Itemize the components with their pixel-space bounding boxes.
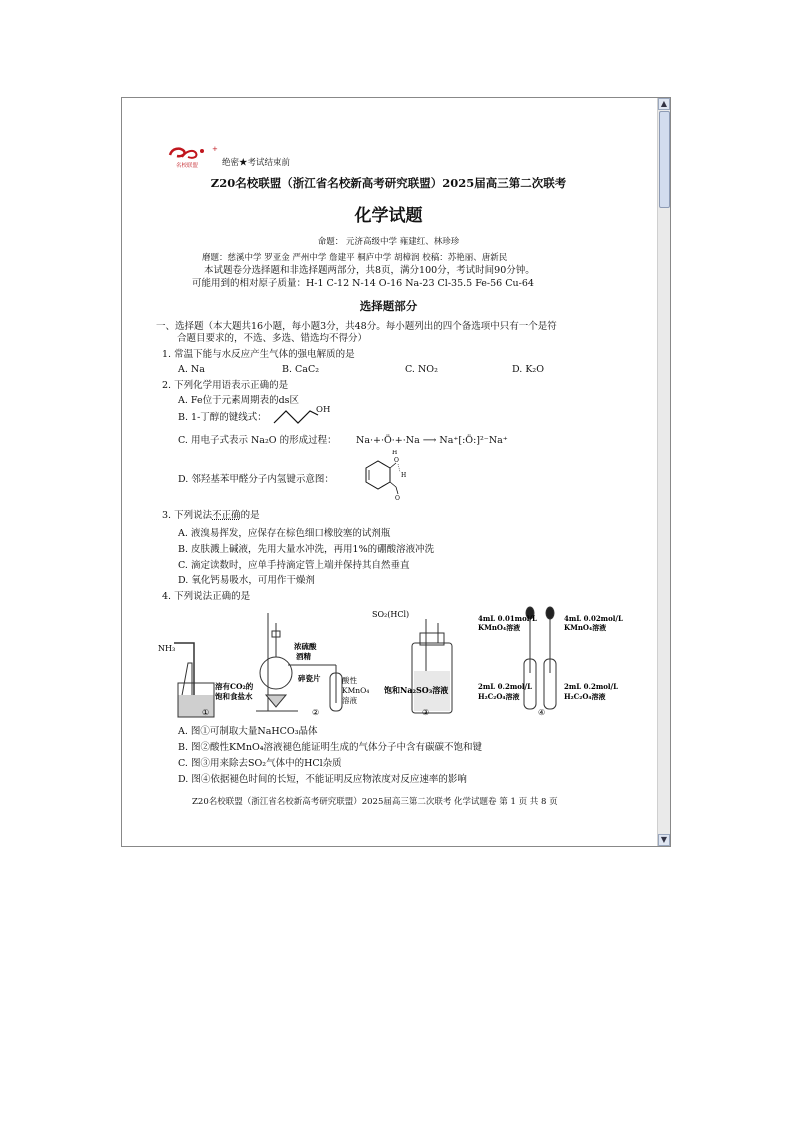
q4-option-a: A. 图①可制取大量NaHCO₃晶体 xyxy=(178,726,318,737)
svg-text:4mL 0.02mol/L: 4mL 0.02mol/L xyxy=(564,614,623,623)
svg-text:O: O xyxy=(394,457,399,464)
q3-option-c: C. 滴定读数时，应单手持滴定管上端并保持其自然垂直 xyxy=(178,560,410,571)
scroll-up-icon[interactable]: ▲ xyxy=(658,98,670,110)
svg-text:④: ④ xyxy=(538,708,546,717)
svg-text:③: ③ xyxy=(422,708,430,717)
svg-text:名校联盟: 名校联盟 xyxy=(176,163,199,169)
school-logo xyxy=(166,145,218,169)
q1-option-d: D. K₂O xyxy=(512,364,545,375)
svg-text:2mL 0.2mol/L: 2mL 0.2mol/L xyxy=(564,682,619,691)
svg-text:2mL 0.2mol/L: 2mL 0.2mol/L xyxy=(478,682,533,691)
q1-option-a: A. Na xyxy=(178,364,205,375)
svg-text:H₂C₂O₄溶液: H₂C₂O₄溶液 xyxy=(478,692,520,701)
svg-text:溶有CO₂的: 溶有CO₂的 xyxy=(215,682,254,691)
scroll-thumb[interactable] xyxy=(659,111,670,208)
svg-text:饱和Na₂SO₃溶液: 饱和Na₂SO₃溶液 xyxy=(384,685,449,695)
q2-option-a: A. Fe位于元素周期表的ds区 xyxy=(178,395,300,406)
q2-option-c: C. 用电子式表示 Na₂O 的形成过程： xyxy=(178,435,337,446)
q4-option-b: B. 图②酸性KMnO₄溶液褪色能证明生成的气体分子中含有碳碳不饱和键 xyxy=(178,742,483,753)
svg-text:饱和食盐水: 饱和食盐水 xyxy=(215,692,253,701)
scroll-down-icon[interactable]: ▼ xyxy=(658,834,670,846)
svg-text:浓硫酸: 浓硫酸 xyxy=(294,642,317,651)
q3-option-d: D. 氧化钙易吸水，可用作干燥剂 xyxy=(178,575,315,586)
vertical-scrollbar[interactable] xyxy=(657,98,670,846)
q2-stem: 2. 下列化学用语表示正确的是 xyxy=(162,380,289,391)
svg-text:溶液: 溶液 xyxy=(342,696,357,705)
q2-option-b: B. 1-丁醇的键线式： xyxy=(178,412,267,423)
document-viewer xyxy=(121,97,671,847)
q4-stem: 4. 下列说法正确的是 xyxy=(162,591,251,602)
svg-text:碎瓷片: 碎瓷片 xyxy=(298,674,321,683)
svg-text:②: ② xyxy=(312,708,320,717)
q3-option-b: B. 皮肤溅上碱液，先用大量水冲洗，再用1%的硼酸溶液冲洗 xyxy=(178,544,435,555)
authors-line: 命题： 元济高级中学 雍建红、林珍珍 xyxy=(317,237,460,247)
svg-text:酒精: 酒精 xyxy=(296,652,311,661)
q1-stem: 1. 常温下能与水反应产生气体的强电解质的是 xyxy=(162,349,355,360)
svg-text:O: O xyxy=(395,495,400,502)
svg-text:H: H xyxy=(392,450,398,456)
svg-text:SO₂(HCl): SO₂(HCl) xyxy=(372,610,410,619)
section-intro-cont: 合题目要求的，不选、多选、错选均不得分） xyxy=(177,333,368,344)
q3-option-a: A. 液溴易挥发，应保存在棕色细口橡胶塞的试剂瓶 xyxy=(178,528,391,539)
secret-label: 绝密★考试结束前 xyxy=(222,158,291,168)
svg-text:酸性: 酸性 xyxy=(342,676,357,685)
q1-option-b: B. CaC₂ xyxy=(282,364,320,375)
section-title: 选择题部分 xyxy=(359,299,418,313)
svg-text:KMnO₄溶液: KMnO₄溶液 xyxy=(478,623,521,632)
section-intro: 一、选择题（本大题共16小题，每小题3分，共48分。每小题列出的四个备选项中只有一个是符 xyxy=(156,321,557,332)
q4-option-c: C. 图③用来除去SO₂气体中的HCl杂质 xyxy=(178,758,342,769)
q2-option-d: D. 邻羟基苯甲醛分子内氢键示意图： xyxy=(178,474,334,485)
exam-title: Z20名校联盟（浙江省名校新高考研究联盟）2025届高三第二次联考 xyxy=(210,176,567,190)
oh-label: OH xyxy=(316,405,331,415)
svg-text:KMnO₄溶液: KMnO₄溶液 xyxy=(564,623,607,632)
page-footer: Z20名校联盟（浙江省名校新高考研究联盟）2025届高三第二次联考 化学试题卷 第 1 页 共 8 页 xyxy=(192,797,558,807)
q4-option-d: D. 图④依据褪色时间的长短，不能证明反应物浓度对反应速率的影响 xyxy=(178,774,467,785)
exam-info: 本试题卷分选择题和非选择题两部分，共8页，满分100分，考试时间90分钟。 xyxy=(204,265,535,276)
svg-text:①: ① xyxy=(202,708,210,717)
svg-text:+: + xyxy=(212,145,218,153)
electron-formula: Na·+·Ö·+·Na ⟶ Na⁺[:Ö:]²⁻Na⁺ xyxy=(356,435,508,446)
svg-text:KMnO₄: KMnO₄ xyxy=(342,686,370,695)
atomic-masses: 可能用到的相对原子质量：H-1 C-12 N-14 O-16 Na-23 Cl-35.5 Fe-56 Cu-64 xyxy=(192,278,534,289)
svg-text:H₂C₂O₄溶液: H₂C₂O₄溶液 xyxy=(564,692,606,701)
q4-apparatus-figures xyxy=(158,603,648,721)
reviewers-line: 磨题：慈溪中学 罗亚金 严州中学 詹建平 桐庐中学 胡樟润 校稿：苏艳丽、唐新民 xyxy=(202,253,508,263)
exam-page xyxy=(122,98,655,846)
subject-title: 化学试题 xyxy=(354,206,423,226)
hydrogen-bond-structure xyxy=(354,450,408,502)
svg-text:4mL 0.01mol/L: 4mL 0.01mol/L xyxy=(478,614,537,623)
svg-text:NH₃: NH₃ xyxy=(158,644,176,653)
q3-stem: 3. 下列说法不正确的是 xyxy=(162,510,260,521)
svg-text:H: H xyxy=(401,472,407,479)
q1-option-c: C. NO₂ xyxy=(405,364,438,375)
